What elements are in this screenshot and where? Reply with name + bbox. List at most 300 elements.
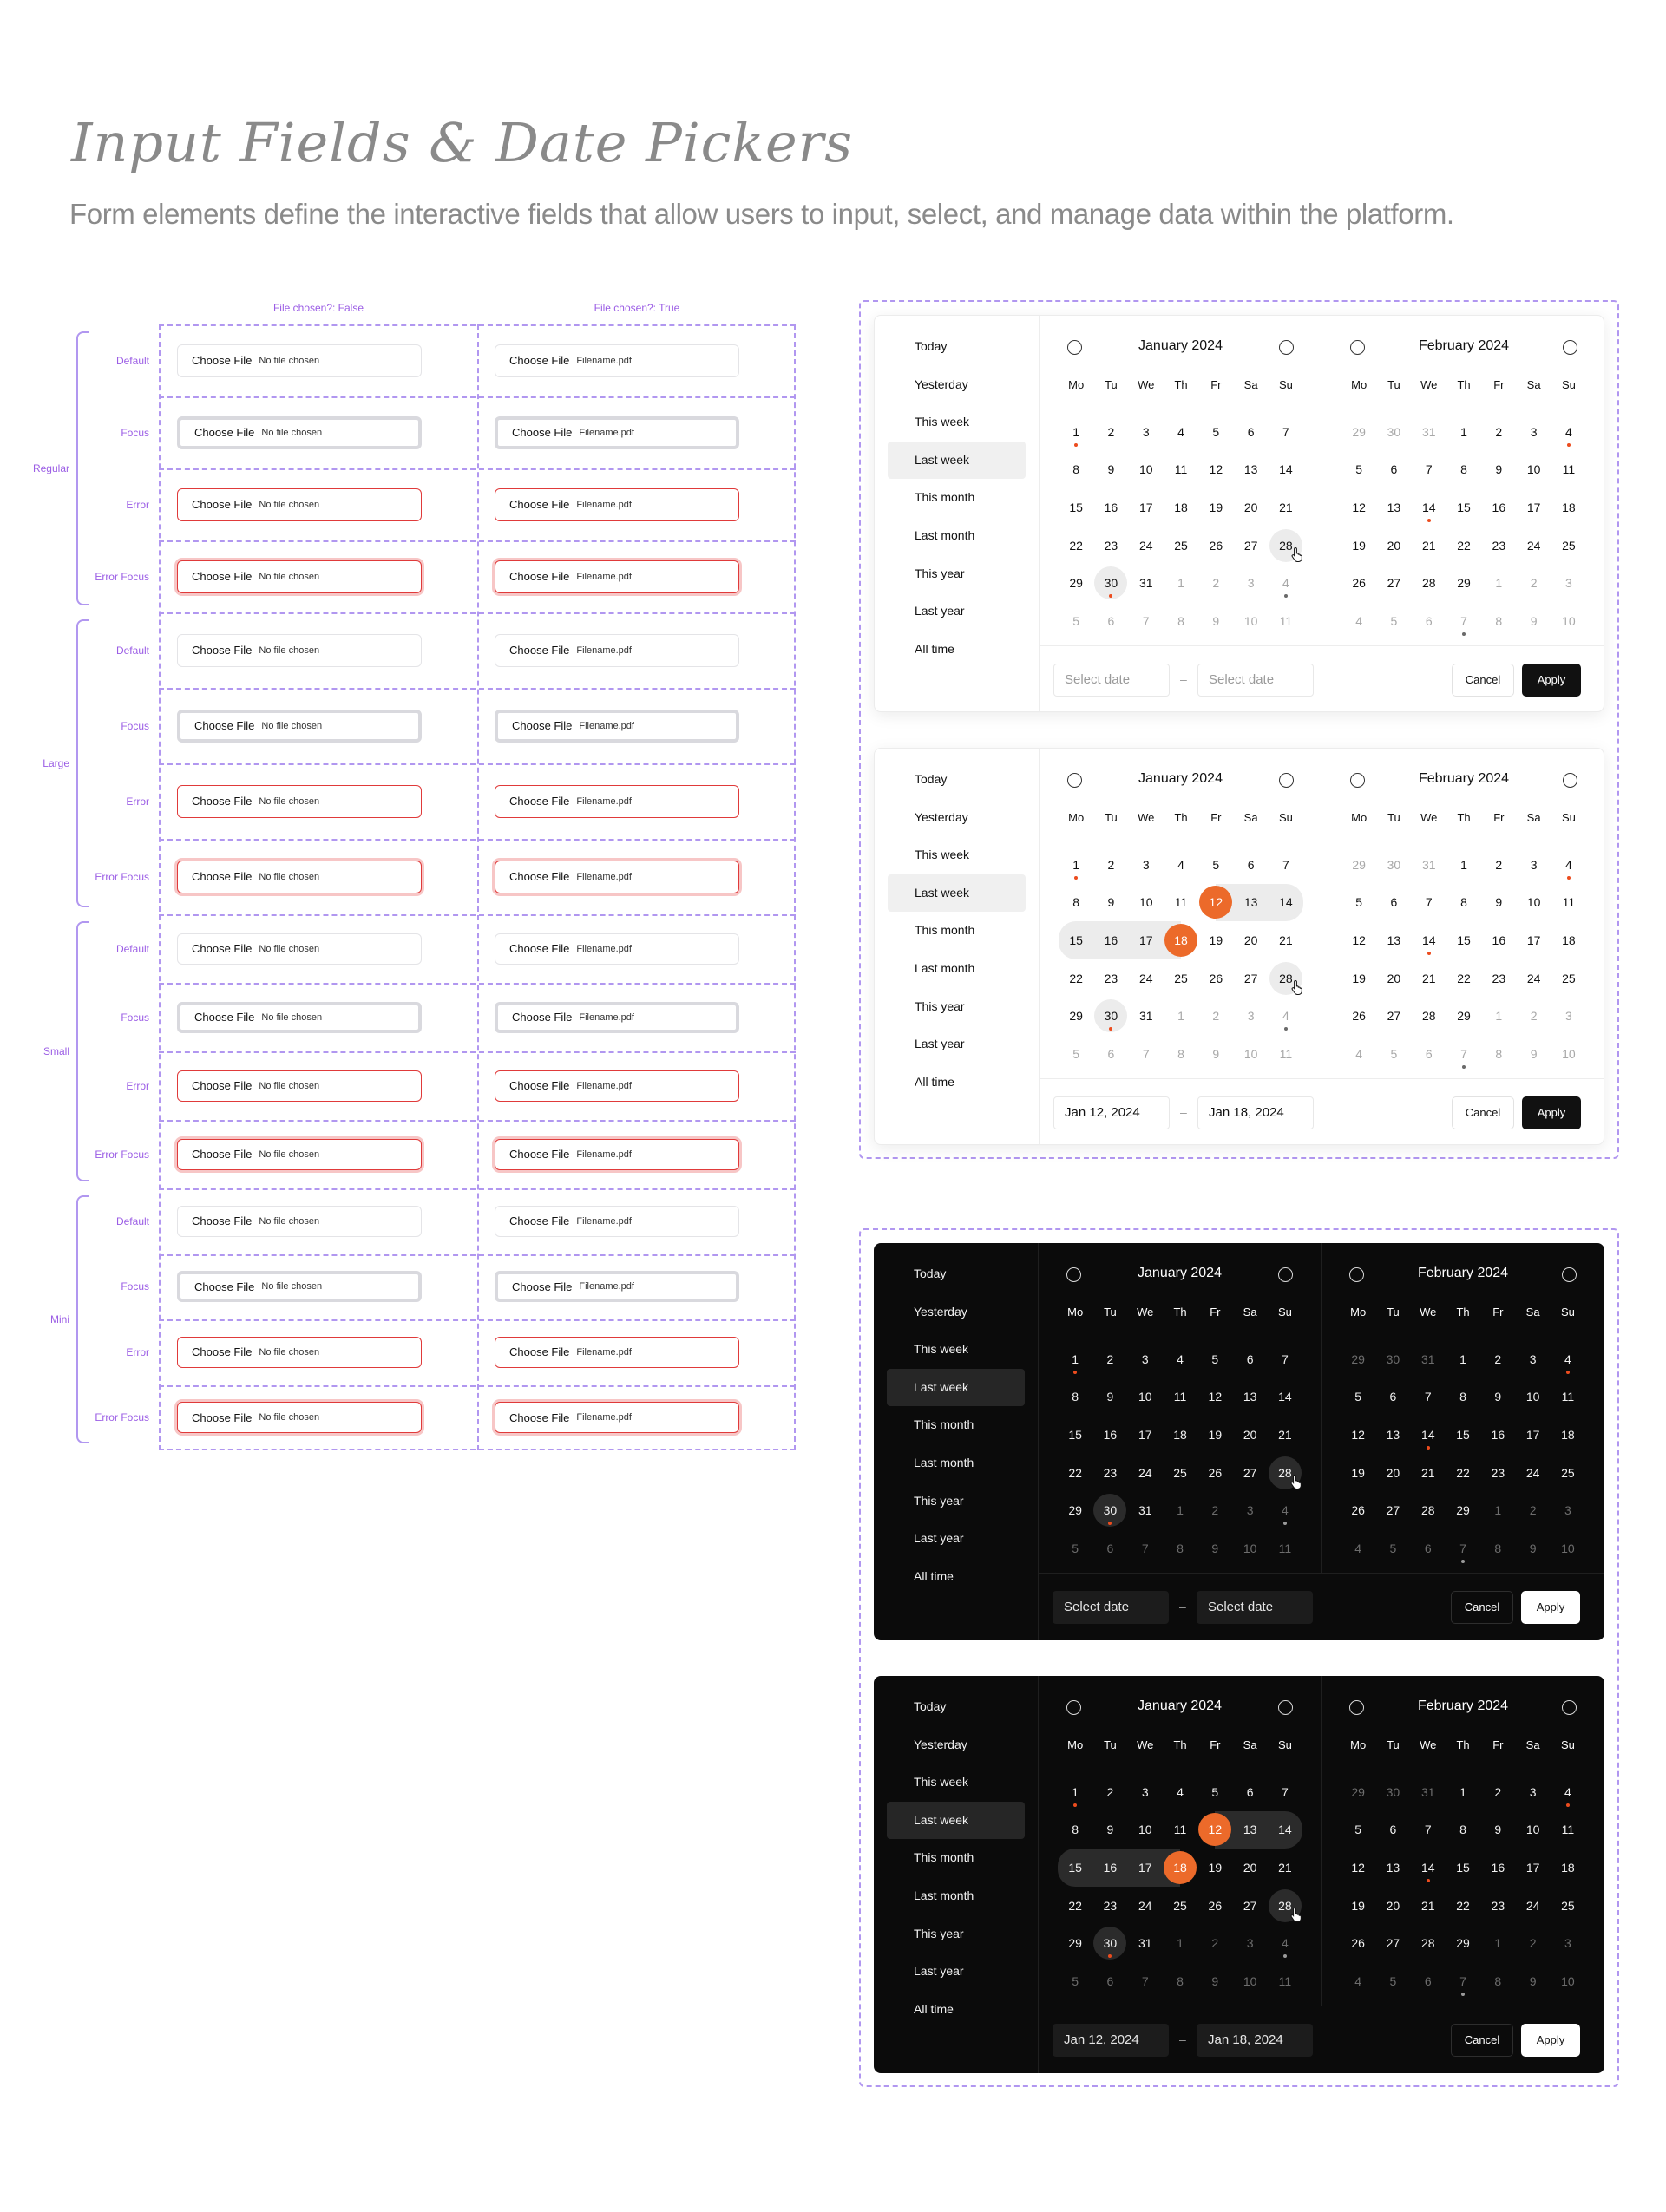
calendar-day[interactable] — [1515, 1340, 1550, 1378]
calendar-day[interactable] — [1059, 413, 1093, 451]
choose-file-button[interactable]: Choose File — [509, 942, 570, 955]
calendar-day[interactable] — [1198, 527, 1233, 565]
calendar-day[interactable] — [1515, 1773, 1550, 1811]
calendar-day[interactable] — [1233, 564, 1268, 602]
file-input-chosen[interactable] — [495, 1402, 739, 1433]
calendar-day[interactable] — [1058, 1924, 1092, 1962]
calendar-day[interactable] — [1515, 1811, 1550, 1849]
preset-last-month[interactable]: Last month — [914, 1455, 974, 1469]
calendar-day[interactable] — [1481, 884, 1516, 922]
calendar-day[interactable] — [1128, 1849, 1163, 1887]
preset-today[interactable]: Today — [914, 1699, 947, 1713]
calendar-day[interactable] — [1412, 564, 1446, 602]
calendar-day[interactable] — [1269, 451, 1303, 489]
file-input-empty[interactable] — [177, 344, 422, 377]
choose-file-button[interactable]: Choose File — [509, 570, 570, 583]
calendar-day[interactable] — [1129, 884, 1164, 922]
preset-last-year[interactable]: Last year — [914, 1964, 964, 1979]
file-input-empty[interactable] — [177, 416, 422, 449]
calendar-day[interactable] — [1092, 1962, 1127, 2000]
calendar-day[interactable] — [1341, 884, 1376, 922]
calendar-day[interactable] — [1233, 413, 1268, 451]
calendar-day[interactable] — [1232, 1378, 1267, 1417]
calendar-day[interactable] — [1092, 1340, 1127, 1378]
file-input-chosen[interactable] — [495, 861, 739, 893]
calendar-day[interactable] — [1093, 1035, 1128, 1073]
calendar-day[interactable] — [1516, 846, 1551, 884]
calendar-day[interactable] — [1197, 1340, 1232, 1378]
calendar-day[interactable] — [1446, 846, 1481, 884]
calendar-day[interactable] — [1551, 413, 1586, 451]
calendar-day[interactable] — [1341, 1924, 1375, 1962]
file-input-empty[interactable] — [177, 1402, 422, 1433]
calendar-day[interactable] — [1411, 1491, 1446, 1529]
calendar-day[interactable] — [1411, 1378, 1446, 1417]
file-input-chosen[interactable] — [495, 1139, 739, 1170]
preset-last-year[interactable]: Last year — [915, 1037, 965, 1051]
preset-last-week[interactable]: Last week — [887, 1369, 1025, 1407]
calendar-day[interactable] — [1232, 1811, 1267, 1849]
file-input-empty[interactable] — [177, 488, 422, 521]
calendar-day[interactable] — [1375, 1378, 1410, 1417]
calendar-day[interactable] — [1198, 959, 1233, 998]
calendar-day[interactable] — [1481, 488, 1516, 527]
choose-file-button[interactable]: Choose File — [512, 719, 573, 732]
calendar-day[interactable] — [1446, 527, 1481, 565]
calendar-day[interactable] — [1059, 488, 1093, 527]
file-input-chosen[interactable] — [495, 1070, 739, 1102]
calendar-day[interactable] — [1375, 1340, 1410, 1378]
preset-last-week[interactable]: Last week — [887, 1802, 1025, 1840]
calendar-day[interactable] — [1376, 846, 1411, 884]
calendar-day[interactable] — [1197, 1887, 1232, 1925]
file-input-empty[interactable] — [177, 1139, 422, 1170]
choose-file-button[interactable]: Choose File — [192, 942, 253, 955]
calendar-day[interactable] — [1551, 564, 1586, 602]
calendar-day[interactable] — [1129, 997, 1164, 1035]
calendar-day[interactable] — [1197, 1454, 1232, 1492]
calendar-day[interactable] — [1268, 1454, 1302, 1492]
preset-this-week[interactable]: This week — [915, 847, 970, 862]
calendar-day[interactable] — [1093, 959, 1128, 998]
preset-all-time[interactable]: All time — [914, 2001, 954, 2016]
calendar-day[interactable] — [1481, 997, 1516, 1035]
calendar-day[interactable] — [1515, 1849, 1550, 1887]
calendar-day[interactable] — [1551, 997, 1586, 1035]
calendar-day[interactable] — [1232, 1340, 1267, 1378]
calendar-day[interactable] — [1341, 1035, 1376, 1073]
calendar-day[interactable] — [1163, 1529, 1197, 1567]
calendar-day[interactable] — [1341, 451, 1376, 489]
calendar-day[interactable] — [1268, 1773, 1302, 1811]
calendar-day[interactable] — [1446, 959, 1481, 998]
calendar-day[interactable] — [1341, 1849, 1375, 1887]
calendar-day[interactable] — [1551, 921, 1586, 959]
calendar-day[interactable] — [1341, 1529, 1375, 1567]
calendar-day[interactable] — [1059, 451, 1093, 489]
calendar-day[interactable] — [1481, 602, 1516, 640]
next-month-radio-icon[interactable] — [1278, 1267, 1293, 1282]
calendar-day[interactable] — [1412, 884, 1446, 922]
calendar-day[interactable] — [1129, 564, 1164, 602]
calendar-day[interactable] — [1268, 1887, 1302, 1925]
calendar-day[interactable] — [1551, 488, 1586, 527]
calendar-day[interactable] — [1446, 564, 1481, 602]
calendar-day[interactable] — [1376, 959, 1411, 998]
calendar-day[interactable] — [1480, 1962, 1515, 2000]
calendar-day[interactable] — [1481, 1035, 1516, 1073]
calendar-day[interactable] — [1446, 1035, 1481, 1073]
preset-yesterday[interactable]: Yesterday — [914, 1737, 967, 1751]
calendar-day[interactable] — [1059, 921, 1093, 959]
calendar-day[interactable] — [1376, 451, 1411, 489]
calendar-day[interactable] — [1515, 1378, 1550, 1417]
calendar-day[interactable] — [1268, 1529, 1302, 1567]
calendar-day[interactable] — [1058, 1491, 1092, 1529]
calendar-day[interactable] — [1093, 884, 1128, 922]
calendar-day[interactable] — [1128, 1416, 1163, 1454]
calendar-day[interactable] — [1163, 1378, 1197, 1417]
calendar-day[interactable] — [1164, 959, 1198, 998]
calendar-day[interactable] — [1058, 1887, 1092, 1925]
calendar-day[interactable] — [1551, 527, 1586, 565]
calendar-day[interactable] — [1551, 1962, 1585, 2000]
calendar-day[interactable] — [1516, 564, 1551, 602]
calendar-day[interactable] — [1412, 997, 1446, 1035]
calendar-day[interactable] — [1059, 884, 1093, 922]
calendar-day[interactable] — [1058, 1416, 1092, 1454]
calendar-day[interactable] — [1129, 846, 1164, 884]
choose-file-button[interactable]: Choose File — [192, 354, 253, 367]
preset-this-year[interactable]: This year — [915, 998, 965, 1013]
calendar-day[interactable] — [1197, 1849, 1232, 1887]
calendar-day[interactable] — [1446, 1773, 1480, 1811]
calendar-day[interactable] — [1446, 1887, 1480, 1925]
cancel-button[interactable]: Cancel — [1452, 1096, 1514, 1129]
calendar-day[interactable] — [1375, 1454, 1410, 1492]
calendar-day[interactable] — [1092, 1529, 1127, 1567]
file-input-chosen[interactable] — [495, 1002, 739, 1033]
choose-file-button[interactable]: Choose File — [509, 354, 570, 367]
calendar-day[interactable] — [1128, 1454, 1163, 1492]
calendar-day[interactable] — [1198, 884, 1233, 922]
calendar-day[interactable] — [1411, 1773, 1446, 1811]
calendar-day[interactable] — [1129, 413, 1164, 451]
calendar-day[interactable] — [1376, 997, 1411, 1035]
calendar-day[interactable] — [1375, 1962, 1410, 2000]
start-date-input[interactable]: Jan 12, 2024 — [1053, 2024, 1169, 2057]
calendar-day[interactable] — [1480, 1529, 1515, 1567]
calendar-day[interactable] — [1341, 846, 1376, 884]
file-input-chosen[interactable] — [495, 710, 739, 743]
calendar-day[interactable] — [1129, 921, 1164, 959]
file-input-empty[interactable] — [177, 861, 422, 893]
calendar-day[interactable] — [1197, 1924, 1232, 1962]
calendar-day[interactable] — [1269, 884, 1303, 922]
calendar-day[interactable] — [1164, 602, 1198, 640]
calendar-day[interactable] — [1268, 1491, 1302, 1529]
preset-this-month[interactable]: This month — [915, 490, 975, 505]
calendar-day[interactable] — [1058, 1340, 1092, 1378]
calendar-day[interactable] — [1268, 1378, 1302, 1417]
calendar-day[interactable] — [1163, 1491, 1197, 1529]
preset-last-week[interactable]: Last week — [888, 874, 1026, 913]
file-input-chosen[interactable] — [495, 1337, 739, 1368]
end-date-input[interactable]: Jan 18, 2024 — [1197, 1096, 1314, 1129]
calendar-day[interactable] — [1232, 1454, 1267, 1492]
calendar-day[interactable] — [1059, 602, 1093, 640]
calendar-day[interactable] — [1198, 488, 1233, 527]
calendar-day[interactable] — [1551, 1773, 1585, 1811]
preset-last-year[interactable]: Last year — [914, 1531, 964, 1546]
preset-yesterday[interactable]: Yesterday — [914, 1304, 967, 1319]
calendar-day[interactable] — [1341, 488, 1376, 527]
calendar-day[interactable] — [1446, 884, 1481, 922]
calendar-day[interactable] — [1481, 527, 1516, 565]
calendar-day[interactable] — [1446, 451, 1481, 489]
next-month-radio-icon[interactable] — [1279, 340, 1294, 355]
choose-file-button[interactable]: Choose File — [509, 644, 570, 657]
calendar-day[interactable] — [1232, 1773, 1267, 1811]
calendar-day[interactable] — [1269, 602, 1303, 640]
file-input-empty[interactable] — [177, 560, 422, 593]
calendar-day[interactable] — [1480, 1811, 1515, 1849]
calendar-day[interactable] — [1128, 1924, 1163, 1962]
preset-last-year[interactable]: Last year — [915, 604, 965, 618]
calendar-day[interactable] — [1341, 1340, 1375, 1378]
calendar-day[interactable] — [1092, 1773, 1127, 1811]
calendar-day[interactable] — [1446, 1849, 1480, 1887]
calendar-day[interactable] — [1446, 1491, 1480, 1529]
preset-this-month[interactable]: This month — [914, 1417, 974, 1432]
calendar-day[interactable] — [1163, 1887, 1197, 1925]
calendar-day[interactable] — [1269, 1035, 1303, 1073]
calendar-day[interactable] — [1480, 1924, 1515, 1962]
calendar-day[interactable] — [1269, 488, 1303, 527]
calendar-day[interactable] — [1446, 921, 1481, 959]
choose-file-button[interactable]: Choose File — [512, 426, 573, 439]
calendar-day[interactable] — [1515, 1454, 1550, 1492]
file-input-empty[interactable] — [177, 634, 422, 667]
calendar-day[interactable] — [1551, 959, 1586, 998]
calendar-day[interactable] — [1516, 997, 1551, 1035]
choose-file-button[interactable]: Choose File — [509, 870, 570, 883]
calendar-day[interactable] — [1233, 846, 1268, 884]
calendar-day[interactable] — [1341, 527, 1376, 565]
preset-all-time[interactable]: All time — [915, 641, 954, 656]
choose-file-button[interactable]: Choose File — [192, 1079, 253, 1092]
calendar-day[interactable] — [1163, 1454, 1197, 1492]
choose-file-button[interactable]: Choose File — [509, 1410, 570, 1424]
calendar-day[interactable] — [1232, 1849, 1267, 1887]
calendar-day[interactable] — [1164, 527, 1198, 565]
calendar-day[interactable] — [1268, 1811, 1302, 1849]
calendar-day[interactable] — [1093, 997, 1128, 1035]
calendar-day[interactable] — [1516, 959, 1551, 998]
calendar-day[interactable] — [1446, 1529, 1480, 1567]
calendar-day[interactable] — [1268, 1849, 1302, 1887]
calendar-day[interactable] — [1446, 602, 1481, 640]
preset-yesterday[interactable]: Yesterday — [915, 809, 968, 824]
calendar-day[interactable] — [1163, 1340, 1197, 1378]
calendar-day[interactable] — [1516, 602, 1551, 640]
calendar-day[interactable] — [1164, 921, 1198, 959]
calendar-day[interactable] — [1481, 564, 1516, 602]
calendar-day[interactable] — [1412, 959, 1446, 998]
calendar-day[interactable] — [1516, 921, 1551, 959]
choose-file-button[interactable]: Choose File — [192, 795, 253, 808]
calendar-day[interactable] — [1481, 413, 1516, 451]
calendar-day[interactable] — [1412, 451, 1446, 489]
calendar-day[interactable] — [1164, 413, 1198, 451]
preset-today[interactable]: Today — [915, 772, 948, 786]
calendar-day[interactable] — [1446, 1924, 1480, 1962]
apply-button[interactable]: Apply — [1521, 2024, 1580, 2057]
calendar-day[interactable] — [1516, 413, 1551, 451]
calendar-day[interactable] — [1164, 1035, 1198, 1073]
preset-this-year[interactable]: This year — [915, 566, 965, 580]
calendar-day[interactable] — [1481, 451, 1516, 489]
file-input-chosen[interactable] — [495, 344, 739, 377]
calendar-day[interactable] — [1341, 1378, 1375, 1417]
calendar-day[interactable] — [1376, 602, 1411, 640]
calendar-day[interactable] — [1480, 1378, 1515, 1417]
file-input-chosen[interactable] — [495, 634, 739, 667]
choose-file-button[interactable]: Choose File — [192, 498, 253, 511]
calendar-day[interactable] — [1341, 413, 1376, 451]
calendar-day[interactable] — [1481, 959, 1516, 998]
calendar-day[interactable] — [1129, 959, 1164, 998]
calendar-day[interactable] — [1375, 1416, 1410, 1454]
calendar-day[interactable] — [1480, 1849, 1515, 1887]
file-input-chosen[interactable] — [495, 416, 739, 449]
choose-file-button[interactable]: Choose File — [192, 1410, 253, 1424]
calendar-day[interactable] — [1446, 1962, 1480, 2000]
calendar-day[interactable] — [1059, 997, 1093, 1035]
calendar-day[interactable] — [1092, 1924, 1127, 1962]
choose-file-button[interactable]: Choose File — [512, 1279, 573, 1293]
calendar-day[interactable] — [1198, 564, 1233, 602]
choose-file-button[interactable]: Choose File — [192, 1148, 253, 1161]
choose-file-button[interactable]: Choose File — [194, 1011, 255, 1024]
calendar-day[interactable] — [1411, 1811, 1446, 1849]
calendar-day[interactable] — [1551, 1529, 1585, 1567]
calendar-day[interactable] — [1232, 1529, 1267, 1567]
next-month-radio-icon[interactable] — [1563, 773, 1577, 788]
calendar-day[interactable] — [1058, 1773, 1092, 1811]
calendar-day[interactable] — [1269, 959, 1303, 998]
calendar-day[interactable] — [1163, 1924, 1197, 1962]
calendar-day[interactable] — [1269, 527, 1303, 565]
file-input-empty[interactable] — [177, 1206, 422, 1237]
calendar-day[interactable] — [1412, 602, 1446, 640]
calendar-day[interactable] — [1341, 1416, 1375, 1454]
cancel-button[interactable]: Cancel — [1451, 2024, 1513, 2057]
calendar-day[interactable] — [1197, 1773, 1232, 1811]
calendar-day[interactable] — [1515, 1491, 1550, 1529]
calendar-day[interactable] — [1164, 451, 1198, 489]
calendar-day[interactable] — [1551, 1378, 1585, 1417]
calendar-day[interactable] — [1480, 1773, 1515, 1811]
calendar-day[interactable] — [1551, 602, 1586, 640]
start-date-input[interactable]: Select date — [1053, 1591, 1169, 1624]
calendar-day[interactable] — [1551, 1454, 1585, 1492]
calendar-day[interactable] — [1480, 1454, 1515, 1492]
next-month-radio-icon[interactable] — [1563, 340, 1577, 355]
calendar-day[interactable] — [1232, 1491, 1267, 1529]
calendar-day[interactable] — [1341, 1962, 1375, 2000]
calendar-day[interactable] — [1412, 527, 1446, 565]
calendar-day[interactable] — [1163, 1962, 1197, 2000]
calendar-day[interactable] — [1058, 1962, 1092, 2000]
calendar-day[interactable] — [1375, 1924, 1410, 1962]
cancel-button[interactable]: Cancel — [1452, 664, 1514, 697]
calendar-day[interactable] — [1551, 884, 1586, 922]
calendar-day[interactable] — [1059, 527, 1093, 565]
file-input-chosen[interactable] — [495, 933, 739, 965]
calendar-day[interactable] — [1412, 846, 1446, 884]
calendar-day[interactable] — [1268, 1962, 1302, 2000]
calendar-day[interactable] — [1411, 1529, 1446, 1567]
file-input-empty[interactable] — [177, 1337, 422, 1368]
calendar-day[interactable] — [1128, 1811, 1163, 1849]
calendar-day[interactable] — [1551, 1811, 1585, 1849]
calendar-day[interactable] — [1515, 1416, 1550, 1454]
calendar-day[interactable] — [1092, 1454, 1127, 1492]
calendar-day[interactable] — [1233, 488, 1268, 527]
calendar-day[interactable] — [1376, 884, 1411, 922]
calendar-day[interactable] — [1092, 1887, 1127, 1925]
calendar-day[interactable] — [1092, 1378, 1127, 1417]
calendar-day[interactable] — [1446, 1416, 1480, 1454]
calendar-day[interactable] — [1551, 1849, 1585, 1887]
calendar-day[interactable] — [1197, 1962, 1232, 2000]
preset-this-year[interactable]: This year — [914, 1493, 964, 1508]
calendar-day[interactable] — [1093, 602, 1128, 640]
calendar-day[interactable] — [1515, 1529, 1550, 1567]
preset-today[interactable]: Today — [914, 1266, 947, 1280]
calendar-day[interactable] — [1375, 1529, 1410, 1567]
calendar-day[interactable] — [1516, 527, 1551, 565]
calendar-day[interactable] — [1551, 451, 1586, 489]
choose-file-button[interactable]: Choose File — [512, 1011, 573, 1024]
calendar-day[interactable] — [1480, 1340, 1515, 1378]
start-date-input[interactable]: Select date — [1053, 664, 1170, 697]
calendar-day[interactable] — [1197, 1529, 1232, 1567]
preset-yesterday[interactable]: Yesterday — [915, 376, 968, 391]
calendar-day[interactable] — [1164, 488, 1198, 527]
calendar-day[interactable] — [1093, 413, 1128, 451]
file-input-chosen[interactable] — [495, 488, 739, 521]
calendar-day[interactable] — [1412, 1035, 1446, 1073]
calendar-day[interactable] — [1093, 564, 1128, 602]
calendar-day[interactable] — [1198, 1035, 1233, 1073]
calendar-day[interactable] — [1058, 1849, 1092, 1887]
choose-file-button[interactable]: Choose File — [192, 870, 253, 883]
calendar-day[interactable] — [1481, 921, 1516, 959]
calendar-day[interactable] — [1515, 1962, 1550, 2000]
calendar-day[interactable] — [1480, 1416, 1515, 1454]
calendar-day[interactable] — [1411, 1924, 1446, 1962]
calendar-day[interactable] — [1128, 1378, 1163, 1417]
calendar-day[interactable] — [1411, 1340, 1446, 1378]
preset-last-week[interactable]: Last week — [888, 442, 1026, 480]
calendar-day[interactable] — [1375, 1773, 1410, 1811]
calendar-day[interactable] — [1093, 527, 1128, 565]
cancel-button[interactable]: Cancel — [1451, 1591, 1513, 1624]
calendar-day[interactable] — [1376, 921, 1411, 959]
calendar-day[interactable] — [1128, 1887, 1163, 1925]
